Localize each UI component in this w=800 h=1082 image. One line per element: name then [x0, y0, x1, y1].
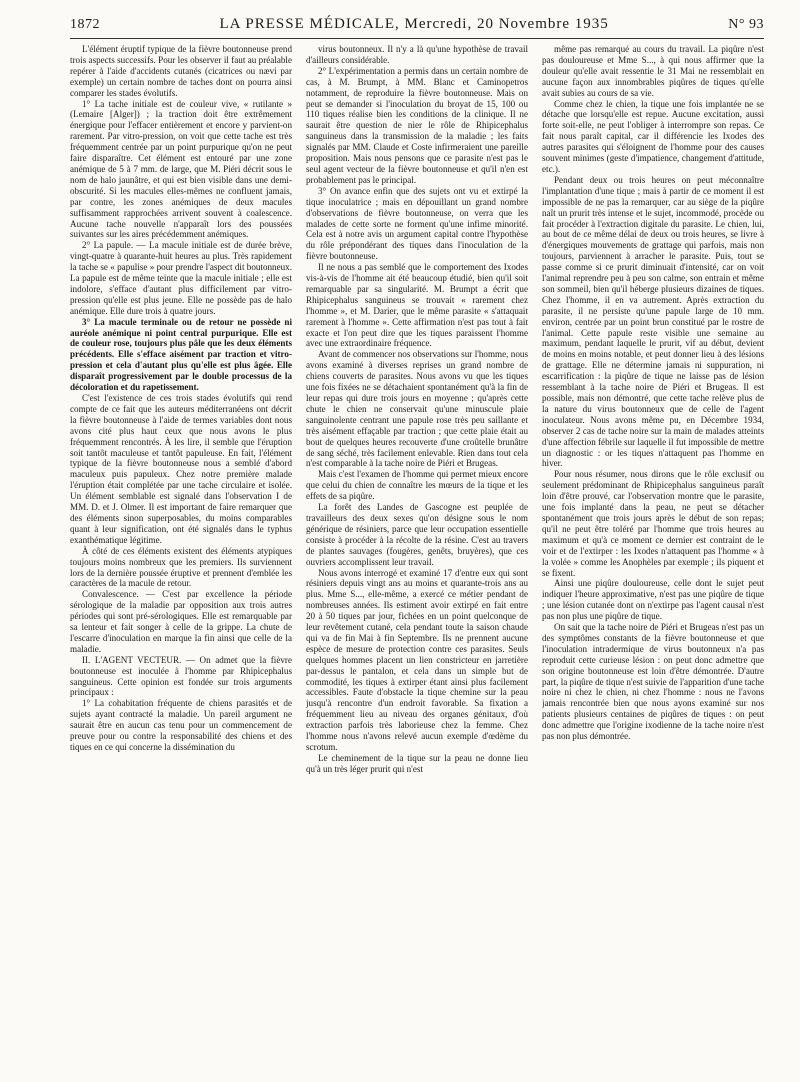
- header-journal-line: LA PRESSE MÉDICALE, Mercredi, 20 Novembre 1935: [219, 16, 609, 32]
- page-header: [70, 16, 764, 36]
- column-right: [542, 44, 764, 1074]
- paragraph: Comme chez le chien, la tique une fois implantée ne se détache que lorsqu'elle est repue. Aucune excitation, aussi forte soit-elle, ne peut l'obliger à interrompre son repas. Ce fait nous paraît capital, car il différencie les Ixodes des autres parasites qui s'éloignent de l'homme pour des causes souvent minimes (geste d'impatience, changement d'attitude, etc.).: [542, 98, 764, 174]
- paragraph: 2° La papule. — La macule initiale est de durée brève, vingt-quatre à quarante-huit heures au plus. Très rapidement la tache se « papulise » pour prendre l'aspect dit boutonneux. La papule est de même teinte que la macule initiale ; elle est indolore, s'efface d'autant plus difficilement par vitro-pression qu'elle est plus jeune. Elle ne possède pas de halo anémique. Elle dure trois à quatre jours.: [70, 240, 292, 316]
- paragraph: Pour nous résumer, nous dirons que le rôle exclusif ou seulement prédominant de Rhipicephalus sanguineus paraît loin d'être prouvé, car l'observation montre que le parasite, une fois implanté dans la peau, ne peut se détacher spontanément que trois jours après le début de son repas; qu'il ne peut être toléré par l'homme que trois heures au maximum et qu'à ce moment ce dernier est contraint de le voir et de l'extirper : les Ixodes n'attaquent pas l'homme « à la volée » comme les Anophèles par exemple ; ils piquent et se fixent.: [542, 469, 764, 578]
- paragraph: Ainsi une piqûre douloureuse, celle dont le sujet peut indiquer l'heure approximative, n'est pas une piqûre de tique ; une lésion cutanée dont on n'extirpe pas l'agent causal n'est pas non plus une piqûre de tique.: [542, 578, 764, 622]
- paragraph: Pendant deux ou trois heures on peut méconnaître l'implantation d'une tique ; mais à partir de ce moment il est impossible de ne pas la remarquer, car au siège de la piqûre naît un prurit très intense et le sujet, incommodé, procède ou fait procéder à l'extraction digitale du parasite. Le chien, lui, au bout de ce même délai de deux ou trois heures, se livre à d'énergiques mouvements de grattage qui parfois, mais non toujours, parviennent à arracher le parasite. Puis, tout se passe comme si ce prurit diminuait d'intensité, car on voit l'animal reprendre peu à peu son calme, son entrain et même son sommeil, bien qu'il héberge plusieurs dizaines de tiques. Chez l'homme, il en va autrement. Après extraction du parasite, il ne persiste qu'une papule large de 10 mm. environ, centrée par un point brun constitué par le rostre de l'animal. Cette papule reste visible une semaine au maximum, pendant laquelle le prurit, vif au début, devient de moins en moins notable, et peut donner lieu à des lésions de grattage. Elle ne détermine jamais ni suppuration, ni escarrification : la piqûre de tique ne laisse pas de lésion ressemblant à la tache noire de Piéri et Brugeas. Il est possible, mais non démontré, que cette tache relève plus de la nature du virus boutonneux que de celle de l'agent inoculateur. Nous avons même pu, en Décembre 1934, observer 2 cas de tache noire sur la main de malades atteints d'une affection fébrile sur laquelle il fut impossible de mettre un diagnostic : or les tiques n'attaquent pas l'homme en hiver.: [542, 174, 764, 469]
- paragraph: Il ne nous a pas semblé que le comportement des Ixodes vis-à-vis de l'homme ait été beaucoup étudié, bien qu'il soit remarquable par sa singularité. M. Brumpt a écrit que Rhipicephalus sanguineus se trouvait « rarement chez l'homme », et M. Darier, que le même parasite « s'attaquait rarement à l'homme ». Cette affirmation n'est pas tout à fait exacte et l'on peut dire que les tiques paraissent l'homme avec une extraordinaire fréquence.: [306, 262, 528, 349]
- header-rule: [70, 38, 764, 39]
- paragraph: II. L'AGENT VECTEUR. — On admet que la fièvre boutonneuse est inoculée à l'homme par Rhipicephalus sanguineus. Cette opinion est fondée sur trois arguments principaux :: [70, 654, 292, 698]
- column-left: [70, 44, 292, 1074]
- paragraph: À côté de ces éléments existent des éléments atypiques toujours moins nombreux que les premiers. Ils surviennent lors de la dernière poussée éruptive et prennent d'emblée les caractères de la macule de retour.: [70, 545, 292, 589]
- paragraph: virus boutonneux. Il n'y a là qu'une hypothèse de travail d'ailleurs considérable.: [306, 44, 528, 65]
- paragraph: La forêt des Landes de Gascogne est peuplée de travailleurs des deux sexes qu'on désigne sous le nom générique de résiniers, parce que leur occupation essentielle consiste à procéder à la récolte de la résine. C'est au travers de plantes sauvages (fougères, genêts, bruyères), que ces ouvriers accomplissent leur travail.: [306, 502, 528, 567]
- header-issue-number: N° 93: [728, 17, 764, 32]
- paragraph: Nous avons interrogé et examiné 17 d'entre eux qui sont résiniers depuis vingt ans au moins et quarante-trois ans au plus. Mme S..., elle-même, a exercé ce métier pendant de nombreuses années. Ils estiment avoir extirpé en fait entre 20 à 50 tiques par jour, fichées en un point quelconque de leur revêtement cutané, cela pendant toute la saison chaude qui va de fin Mai à fin Septembre. Ils ne prennent aucune espèce de mesure de protection contre ces parasites. Seuls quelques hommes placent un lien constricteur en jarretière par-dessus le pantalon, et cela dans un simple but de commodité, les tiques à extirper étant ainsi plus facilement accessibles. Faute d'obstacle la tique chemine sur la peau jusqu'à rencontre d'un endroit favorable. Sa fixation a fréquemment lieu au niveau des organes génitaux, d'où extraction parfois très laborieuse chez la femme. Chez l'homme nous n'avons relevé aucun exemple d'œdème du scrotum.: [306, 567, 528, 752]
- paragraph: 1° La cohabitation fréquente de chiens parasités et de sujets ayant contracté la maladie. Un pareil argument ne saurait être en aucun cas tenu pour un commencement de preuve pour ou contre la responsabilité des chiens et des tiques en ce qui concerne la dissémination du: [70, 698, 292, 752]
- article-columns: [70, 44, 764, 1074]
- paragraph: 2° L'expérimentation a permis dans un certain nombre de cas, à M. Brumpt, à MM. Blanc et Caminopetros notamment, de reproduire la fièvre boutonneuse. Mais on peut se demander si l'inoculation du broyat de 15, 100 ou 110 tiques réalise bien les conditions de la clinique. Il ne saurait être question de nier le rôle de Rhipicephalus sanguineus dans la transmission de la maladie ; les faits signalés par MM. Claude et Coste infirmeraient une pareille proposition. Mais nous pensons que ce parasite n'est pas le seul agent vecteur de la fièvre boutonneuse et qu'il n'en est probablement pas le principal.: [306, 65, 528, 185]
- paragraph: Avant de commencer nos observations sur l'homme, nous avons examiné à diverses reprises un grand nombre de chiens couverts de parasites. Nous avons vu que les tiques une fois fixées ne se détachaient spontanément qu'à la fin de leur repas qui dure trois jours en moyenne ; qu'après cette chute le chien ne conservait qu'une minuscule plaie sanguinolente centrant une papule rose très peu saillante et très aisément effaçable par traction ; que cette plaie était au bout de quelques heures recouverte d'une croûtelle brunâtre de sang séché, très facilement enlevable. Rien dans tout cela n'est comparable à la tache noire de Piéri et Brugeas.: [306, 349, 528, 469]
- header-year: 1872: [70, 17, 100, 32]
- paragraph: 3° On avance enfin que des sujets ont vu et extirpé la tique inoculatrice ; mais en dépouillant un grand nombre d'observations de fièvre boutonneuse, on verra que les malades de cette sorte ne forment qu'une infime minorité. Cela est à notre avis un argument capital contre l'hypothèse du rôle prépondérant des tiques dans l'inoculation de la fièvre boutonneuse.: [306, 185, 528, 262]
- column-middle: [306, 44, 528, 1074]
- paragraph: 3° La macule terminale ou de retour ne possède ni auréole anémique ni point central purpurique. Elle est de couleur rose, toujours plus pâle que les deux éléments précédents. Elle s'efface aisément par traction et vitro-pression et cela d'autant plus qu'elle est plus âgée. Elle disparaît progressivement par le double processus de la décoloration et du rapetissement.: [70, 316, 292, 393]
- paragraph: même pas remarqué au cours du travail. La piqûre n'est pas douloureuse et Mme S..., à qui nous affirmer que la douleur qu'elle avait ressentie le 31 Mai ne ressemblait en aucune façon aux innombrables piqûres de tiques qu'elle avait subies au cours de sa vie.: [542, 44, 764, 98]
- paragraph: Convalescence. — C'est par excellence la période sérologique de la maladie par opposition aux trois autres périodes qui sont pré-sérologiques. Elle est remarquable par sa lenteur et fait songer à celle de la grippe. La chute de l'escarre d'inoculation en marque la fin ainsi que celle de la maladie.: [70, 589, 292, 654]
- paragraph: On sait que la tache noire de Piéri et Brugeas n'est pas un des symptômes constants de la fièvre boutonneuse et que l'inoculation intradermique de virus boutonneux n'a pas reproduit cette curieuse lésion : on peut donc admettre que son origine boutonneuse est loin d'être démontrée. D'autre part, la piqûre de tique n'est suivie de l'apparition d'une tache noire ni chez le chien, ni chez l'homme : nous ne l'avons jamais rencontrée bien que nous ayons examiné sur nos patients plusieurs centaines de piqûres de tiques : on peut donc admettre que l'origine ixodienne de la tache noire n'est pas non plus démontrée.: [542, 622, 764, 742]
- paragraph: Mais c'est l'examen de l'homme qui permet mieux encore que celui du chien de connaître les mœurs de la tique et les effets de sa piqûre.: [306, 469, 528, 502]
- paragraph: C'est l'existence de ces trois stades évolutifs qui rend compte de ce fait que les auteurs méditerranéens ont décrit la fièvre boutonneuse à l'aide de termes variables dont nous avons cité plus haut ceux que nous avons le plus fréquemment rencontrés. À les lire, il semble que l'éruption soit tantôt maculeuse et tantôt papuleuse. En fait, l'élément typique de la fièvre boutonneuse nous a semblé d'abord maculeux puis papuleux. Chez notre première malade l'éruption était complétée par une tache circulaire et isolée. Un élément semblable est signalé dans l'observation I de MM. D. et J. Olmer. Il est important de faire remarquer que des éléments sinon superposables, du moins comparables quant à leur signification, ont été signalés dans le typhus exanthématique légitime.: [70, 393, 292, 545]
- paragraph: L'élément éruptif typique de la fièvre boutonneuse prend trois aspects successifs. Pour les observer il faut au préalable repérer à l'aide d'accidents cutanés (cicatrices ou nævi par exemple) un certain nombre de taches dont on pourra ainsi comparer les stades évolutifs.: [70, 44, 292, 98]
- paragraph: 1° La tache initiale est de couleur vive, « rutilante » (Lemaire [Alger]) ; la traction doit être extrêmement énergique pour l'effacer entièrement et encore y parvient-on rarement. Par vitro-pression, on voit que cette tache est très fréquemment centrée par un point purpurique qu'on ne peut faire disparaître. Cet élément est entouré par une zone anémique de 5 à 7 mm. de large, que M. Piéri décrit sous le nom de halo jaunâtre, et qui est bien visible dans une demi-obscurité. Si les macules elles-mêmes ne confluent jamais, par contre, les zones anémiques de deux macules suffisamment rapprochées arrivent souvent à coalescence. Aucune tache nouvelle n'apparaît lors des poussées suivantes sur les aires précédemment anémiques.: [70, 98, 292, 240]
- paragraph: Le cheminement de la tique sur la peau ne donne lieu qu'à un très léger prurit qui n'est: [306, 752, 528, 774]
